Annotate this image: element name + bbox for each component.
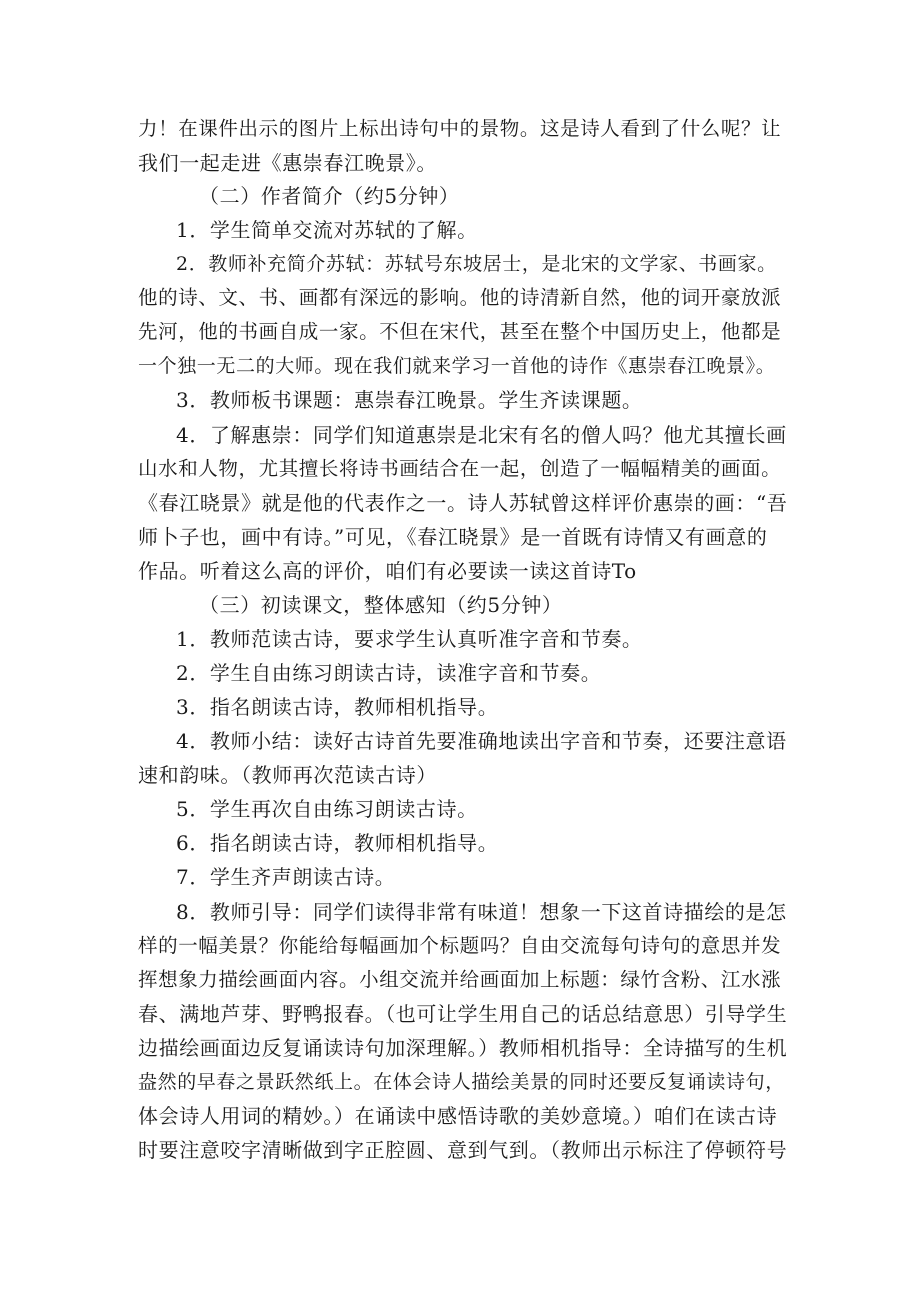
text-line: 2．教师补充简介苏轼：苏轼号东坡居士，是北宋的文学家、书画家。 (176, 253, 777, 275)
text-line: 8．教师引导：同学们读得非常有味道！想象一下这首诗描绘的是怎 (176, 900, 787, 924)
text-line: 力！在课件出示的图片上标出诗句中的景物。这是诗人看到了什么呢？让 (138, 117, 782, 140)
text-line: 1．教师范读古诗，要求学生认真听准字音和节奏。 (176, 627, 643, 651)
text-line: 体会诗人用词的精妙。）在诵读中感悟诗歌的美妙意境。）咱们在读古诗 (138, 1104, 778, 1128)
section-heading: （二）作者简介（约5分钟） (199, 184, 460, 208)
text-line: 我们一起走进《惠崇春江晚景》。 (138, 151, 437, 175)
text-line: 样的一幅美景？你能给每幅画加个标题吗？自由交流每句诗句的意思并发 (138, 934, 782, 957)
text-line: 速和韵味。（教师再次范读古诗） (138, 763, 437, 787)
text-line: 师卜子也，画中有诗。”可见，《春江晓景》是一首既有诗情又有画意的 (138, 525, 768, 549)
text-line: 4．教师小结：读好古诗首先要准确地读出字音和节奏，还要注意语 (176, 729, 787, 753)
section-heading: （三）初读课文，整体感知（约5分钟） (199, 593, 563, 617)
text-line: 3．指名朗读古诗，教师相机指导。 (176, 695, 499, 719)
text-line: 边描绘画面边反复诵读诗句加深理解。）教师相机指导：全诗描写的生机 (138, 1036, 788, 1060)
text-line: 山水和人物，尤其擅长将诗书画结合在一起，创造了一幅幅精美的画面。 (138, 457, 782, 480)
text-line: 3．教师板书课题：惠崇春江晚景。学生齐读课题。 (176, 388, 643, 412)
text-line: 《春江晓景》就是他的代表作之一。诗人苏轼曾这样评价惠崇的画：“吾 (138, 491, 788, 515)
text-line: 2．学生自由练习朗读古诗，读准字音和节奏。 (176, 661, 602, 685)
text-line: 先河，他的书画自成一家。不但在宋代，甚至在整个中国历史上，他都是 (138, 320, 782, 343)
text-line: 一个独一无二的大师。现在我们就来学习一首他的诗作《惠崇春江晚景》。 (138, 355, 776, 377)
text-line: 他的诗、文、书、画都有深远的影响。他的诗清新自然，他的词开豪放派 (138, 286, 782, 309)
text-line: 春、满地芦芽、野鸭报春。（也可让学生用自己的话总结意思）引导学生 (138, 1002, 788, 1026)
text-line: 6．指名朗读古诗，教师相机指导。 (176, 831, 499, 855)
text-line: 1．学生简单交流对苏轼的了解。 (176, 218, 478, 242)
text-line: 7．学生齐声朗读古诗。 (176, 865, 396, 889)
text-line: 4．了解惠崇：同学们知道惠崇是北宋有名的僧人吗？他尤其擅长画 (176, 423, 787, 447)
text-line: 盎然的早春之景跃然纸上。在体会诗人描绘美景的同时还要反复诵读诗句， (138, 1071, 785, 1093)
text-line: 5．学生再次自由练习朗读古诗。 (176, 797, 478, 821)
text-line: 时要注意咬字清晰做到字正腔圆、意到气到。（教师出示标注了停顿符号 (138, 1138, 788, 1162)
text-line: 作品。听着这么高的评价，咱们有必要读一读这首诗To (138, 559, 637, 583)
text-line: 挥想象力描绘画面内容。小组交流并给画面加上标题：绿竹含粉、江水涨 (138, 968, 782, 991)
